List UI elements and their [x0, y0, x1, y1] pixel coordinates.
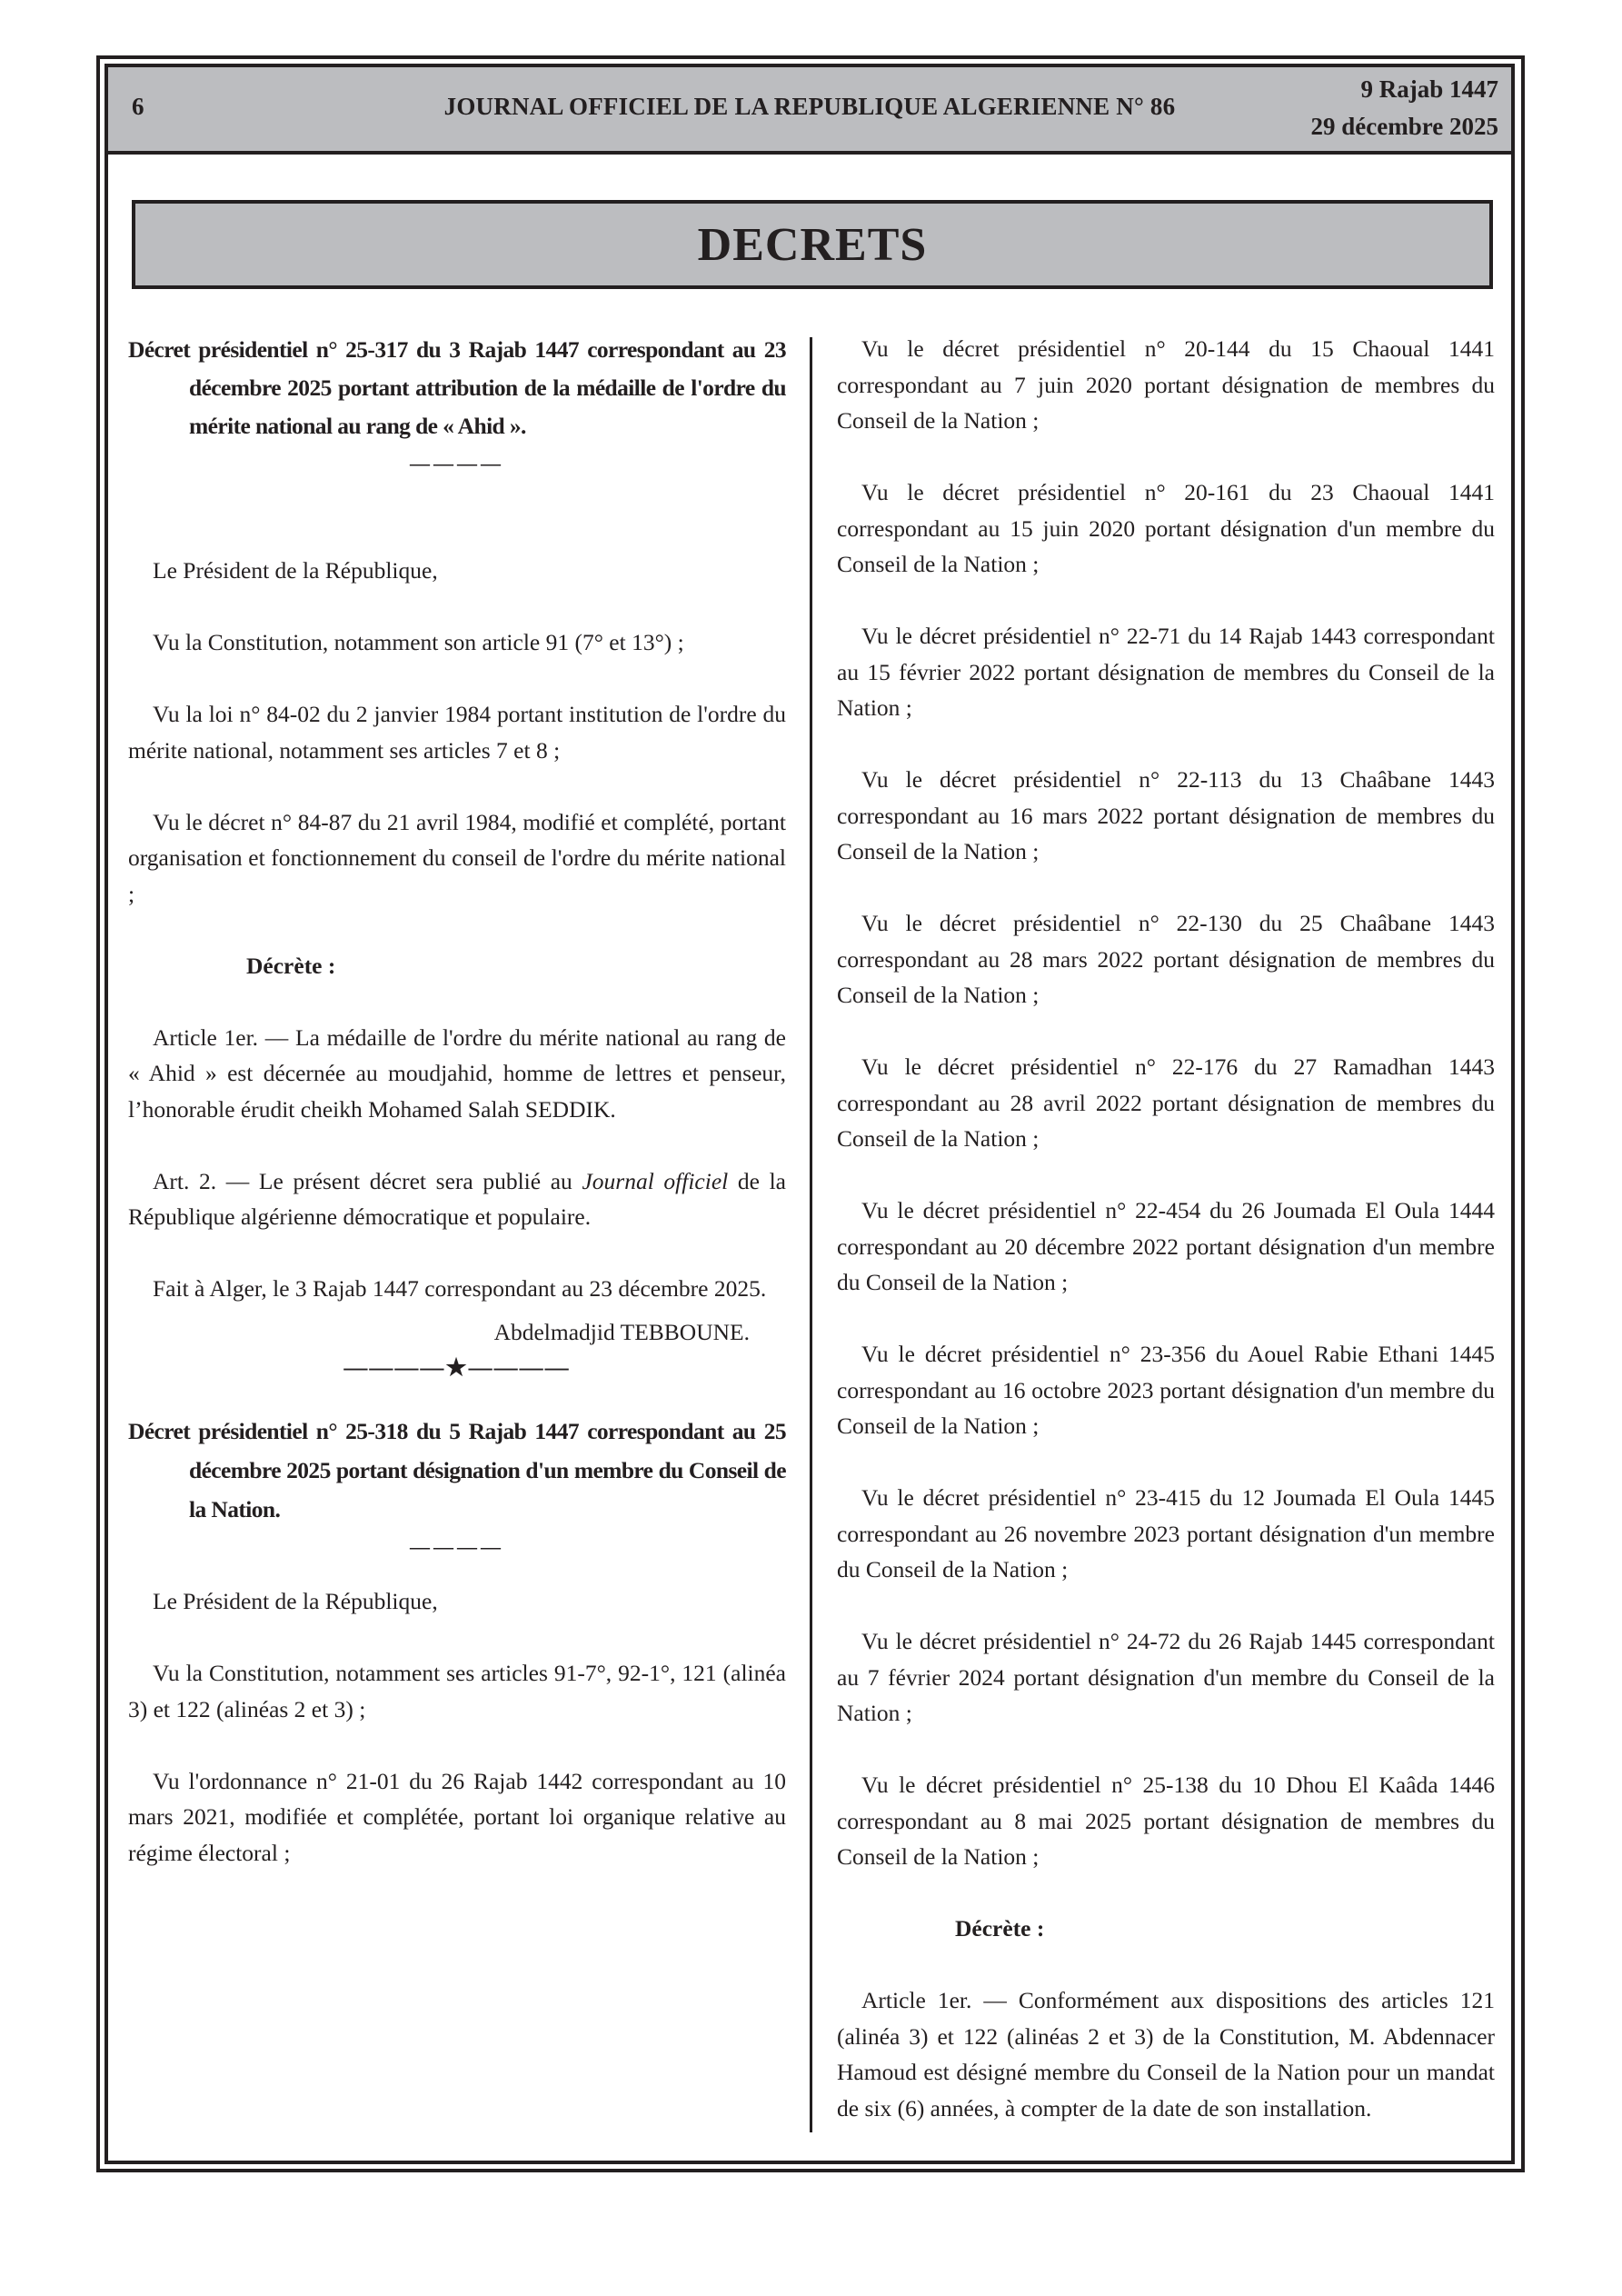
- decree-1-preamble: Le Président de la République,: [153, 557, 438, 584]
- decree-1-title: Décret présidentiel n° 25-317 du 3 Rajab 1447 correspondant au 23 décembre 2025 portant attribution de la médaille de l'ordre du mérite national au rang de « Ahid ».: [128, 336, 786, 439]
- decree-2-title: Décret présidentiel n° 25-318 du 5 Rajab 1447 correspondant au 25 décembre 2025 portant désignation d'un membre du Conseil de la Nation.: [128, 1418, 786, 1522]
- journal-officiel-italic: Journal officiel: [582, 1167, 729, 1194]
- decree-1-article-1: Article 1er. — La médaille de l'ordre du mérite national au rang de « Ahid » est décernée au moudjahid, homme de lettres et penseur, l’honorable érudit cheikh Mohamed Salah SEDDIK.: [128, 1023, 786, 1123]
- decree-2-visa: Vu le décret présidentiel n° 24-72 du 26 Rajab 1445 correspondant au 7 février 2024 portant désignation d'un membre du Conseil de la Nation ;: [837, 1628, 1495, 1726]
- decree-2-visa: Vu le décret présidentiel n° 20-161 du 23 Chaoual 1441 correspondant au 15 juin 2020 portant désignation d'un membre du Conseil de la Nation ;: [837, 479, 1495, 577]
- decree-2-visa: Vu le décret présidentiel n° 25-138 du 10 Dhou El Kaâda 1446 correspondant au 8 mai 2025 portant désignation de membres du Conseil de la Nation ;: [837, 1772, 1495, 1870]
- decree-1-visa: Vu la loi n° 84-02 du 2 janvier 1984 portant institution de l'ordre du mérite national, notamment ses articles 7 et 8 ;: [128, 701, 786, 764]
- page-number: 6: [132, 93, 144, 120]
- decree-2-visa: Vu le décret présidentiel n° 22-71 du 14 Rajab 1443 correspondant au 15 février 2022 portant désignation de membres du Conseil de la Nation ;: [837, 623, 1495, 721]
- decree-2-article-1: Article 1er. — Conformément aux dispositions des articles 121 (alinéa 3) et 122 (alinéas 2 et 3) de la Constitution, M. Abdennacer Hamoud est désigné membre du Conseil de la Nation pour un mandat de six (6) années, à compter de la date de son installation.: [837, 1987, 1495, 2121]
- section-heading-box: [132, 200, 1493, 289]
- decree-1-done-at: Fait à Alger, le 3 Rajab 1447 correspondant au 23 décembre 2025.: [153, 1275, 767, 1302]
- decree-2-visa: Vu le décret présidentiel n° 22-454 du 26 Joumada El Oula 1444 correspondant au 20 décembre 2022 portant désignation d'un membre du Conseil de la Nation ;: [837, 1197, 1495, 1295]
- decree-1-visa: Vu le décret n° 84-87 du 21 avril 1984, modifié et complété, portant organisation et fonctionnement du conseil de l'ordre du mérite national ;: [128, 808, 786, 907]
- column-divider: [810, 337, 812, 2132]
- right-column: [837, 331, 1495, 2162]
- decree-2-visa: Vu le décret présidentiel n° 23-415 du 12 Joumada El Oula 1445 correspondant au 26 novembre 2023 portant désignation d'un membre du Conseil de la Nation ;: [837, 1484, 1495, 1582]
- decree-2-visa: Vu le décret présidentiel n° 22-130 du 25 Chaâbane 1443 correspondant au 28 mars 2022 portant désignation de membres du Conseil de la Nation ;: [837, 910, 1495, 1008]
- title-separator: ————: [410, 452, 504, 474]
- masthead: [108, 67, 1511, 155]
- section-title: DECRETS: [697, 218, 928, 271]
- article-2-text-end: de la République algérienne démocratique et populaire.: [128, 1167, 786, 1230]
- issue-date: [1311, 71, 1498, 145]
- decree-1-article-2: [128, 1163, 786, 1235]
- decree-1-signature: Abdelmadjid TEBBOUNE.: [493, 1318, 750, 1345]
- decree-2-visa: Vu la Constitution, notamment ses articles 91-7°, 92-1°, 121 (alinéa 3) et 122 (alinéas 2 et 3) ;: [128, 1660, 786, 1722]
- decree-2-visa: Vu le décret présidentiel n° 20-144 du 15 Chaoual 1441 correspondant au 7 juin 2020 portant désignation de membres du Conseil de la Nation ;: [837, 335, 1495, 434]
- star-separator: ————★————: [343, 1354, 571, 1381]
- article-2-text: Art. 2. — Le présent décret sera publié au: [153, 1167, 582, 1194]
- decree-2-visa: Vu l'ordonnance n° 21-01 du 26 Rajab 1442 correspondant au 10 mars 2021, modifiée et complétée, portant loi organique relative au régime électoral ;: [128, 1767, 786, 1866]
- title-separator: ————: [410, 1535, 504, 1558]
- left-column: [128, 331, 786, 1907]
- decree-2-decrete-label: Décrète :: [955, 1915, 1045, 1942]
- decree-1-visa: Vu la Constitution, notamment son article 91 (7° et 13°) ;: [153, 629, 684, 655]
- decree-2-visa: Vu le décret présidentiel n° 22-113 du 13 Chaâbane 1443 correspondant au 16 mars 2022 portant désignation de membres du Conseil de la Nation ;: [837, 766, 1495, 864]
- hijri-date: 9 Rajab 1447: [1360, 75, 1498, 103]
- decree-1-decrete-label: Décrète :: [246, 952, 336, 979]
- journal-title: JOURNAL OFFICIEL DE LA REPUBLIQUE ALGERIENNE N° 86: [443, 93, 1176, 120]
- decree-2-visa: Vu le décret présidentiel n° 23-356 du Aouel Rabie Ethani 1445 correspondant au 16 octobre 2023 portant désignation d'un membre du Conseil de la Nation ;: [837, 1341, 1495, 1439]
- decree-2-visa: Vu le décret présidentiel n° 22-176 du 27 Ramadhan 1443 correspondant au 28 avril 2022 portant désignation de membres du Conseil de la Nation ;: [837, 1053, 1495, 1152]
- decree-2-preamble: Le Président de la République,: [153, 1588, 438, 1614]
- gregorian-date: 29 décembre 2025: [1310, 113, 1498, 140]
